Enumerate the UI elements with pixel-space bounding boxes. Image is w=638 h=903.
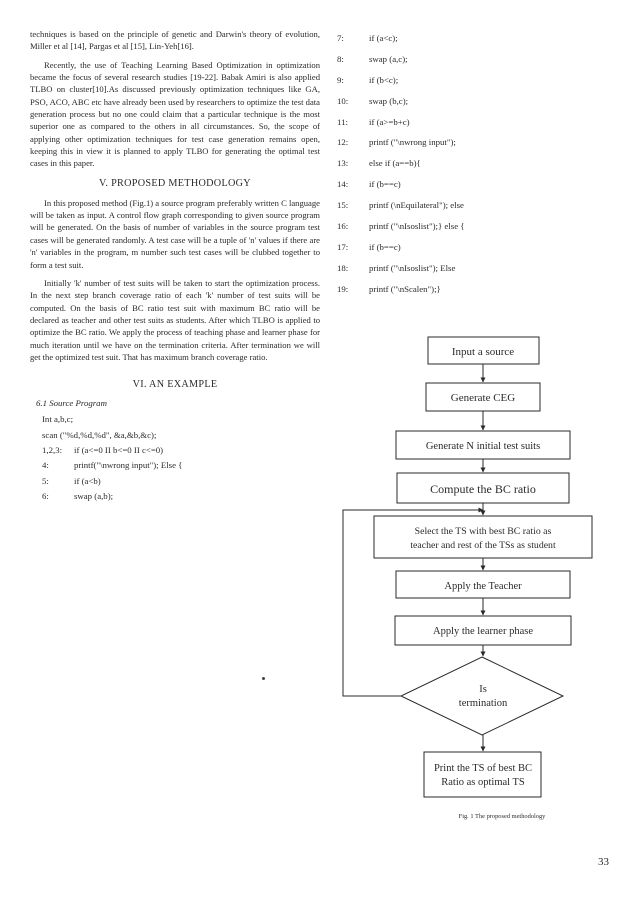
decision-termination [401,657,563,735]
line-text: printf ("\nIsoslist"); Else [369,262,456,273]
line-number: 11: [337,116,348,127]
paragraph-initially: Initially 'k' number of test suits will be taken to start the optimization process. In the next step branch coverage ratio of each 'k' number of test suits will be computed. On the basis of BC ratio test suit with maximum BC ratio will be declared as teacher and other test suits as students. After which TLBO is applied to optimize the BC ratio. We apply the process of teaching phase and learner phase for much iteration until we have on the termination criteria. After termination we will get the optimized test suit. That has maximum branch coverage ratio. [30,277,320,362]
line-number: 9: [337,74,344,85]
line-text: if (a<b) [74,475,101,486]
line-text: printf ("\nScalen");} [369,283,441,294]
code-line [36,458,320,473]
line-text: printf("\nwrong input"); Else { [74,460,183,471]
line-text: swap (b,c); [369,95,409,106]
code-line [337,49,617,70]
code-line: Int a,b,c; [42,414,74,425]
line-text: if (a<c); [369,33,398,43]
flow-label-is: Is [479,684,487,695]
paragraph-intro: techniques is based on the principle of genetic and Darwin's theory of evolution, Miller et al [14], Pargas et al [15], Lin-Yeh[16]. [30,29,320,52]
line-number: 8: [337,53,344,64]
line-text: printf ("\nwrong input"); [369,137,456,148]
code-line [337,279,617,300]
line-text: if (b==c) [369,179,401,190]
line-number: 5: [42,475,49,486]
line-number: 18: [337,262,349,273]
line-text: else if (a==b){ [369,158,421,169]
line-text: if (a>=b+c) [369,116,410,127]
flow-label-ceg: Generate CEG [450,392,516,404]
box-print-ts [424,752,541,797]
code-line [337,153,617,174]
figure-caption: Fig. 1 The proposed methodology [458,813,546,820]
bullet-dot [262,677,265,680]
line-number: 10: [337,95,349,106]
paragraph-proposed-method: In this proposed method (Fig.1) a source program preferably written C language will be taken as input. A control flow graph corresponding to given source program will be generated. On the basis of number of variables in the source program test cases will be generated randomly. A test case will be a tuple of 'n' values if there are 'n' variables in the program, m number such test cases will be clubbed together to form a test suit. [30,197,320,270]
subsection-heading-source-program: 6.1 Source Program [36,398,107,409]
code-line [337,216,617,237]
flow-label-learner: Apply the learner phase [432,626,534,637]
line-number: 7: [337,33,344,43]
methodology-flowchart [337,325,597,810]
line-number: 6: [42,491,49,502]
line-number: 13: [337,158,349,169]
code-line [36,443,320,458]
line-text: if (b<c); [369,74,399,85]
code-line [337,195,617,216]
line-text: swap (a,b); [74,491,114,502]
line-number: 4: [42,460,49,471]
code-line [337,132,617,153]
code-line [337,112,617,133]
code-line [337,237,617,258]
line-text: swap (a,c); [369,53,408,64]
code-line [36,489,320,504]
code-line [337,70,617,91]
line-number: 12: [337,137,349,148]
paragraph-recently: Recently, the use of Teaching Learning Based Optimization in optimization became the focus of several research studies [19-22]. Babak Amiri is also applied TLBO on cluster[10].As discussed previously optimization techniques like GA, PSO, ACO, ABC etc have already been used by researchers to optimize the test data generation process but no one could claim that a particular technique is the most superior one as compared to the others in all circumstances. So, the scope of applying other optimization techniques for test case generation remains open, keeping this in view it is planned to apply TLBO for generating the optimal test cases in this paper. [30,59,320,169]
line-text: printf ("\nIsoslist");} else { [369,221,465,232]
page-number: 33 [598,856,609,868]
flow-label-select-ts-line2: teacher and rest of the TSs as student [410,540,556,551]
flow-label-print-line1: Print the TS of best BC [433,763,533,774]
flow-label-select-ts-line1: Select the TS with best BC ratio as [414,526,552,537]
box-select-ts [374,516,592,558]
line-text: if (b==c) [369,241,401,252]
line-number: 14: [337,179,349,190]
section-heading-example: VI. AN EXAMPLE [132,379,218,391]
flow-label-compute-bc: Compute the BC ratio [430,482,536,496]
code-line [337,91,617,112]
source-code-left [36,412,320,504]
code-line [337,174,617,195]
line-number: 1,2,3: [42,445,63,456]
line-number: 19: [337,283,349,294]
code-line [337,28,617,49]
line-number: 15: [337,200,349,211]
code-line [36,474,320,489]
flow-label-termination: termination [458,698,508,709]
section-heading-methodology: V. PROPOSED METHODOLOGY [99,177,251,189]
left-column [30,28,320,505]
flow-label-input: Input a source [451,346,515,358]
source-code-right [337,28,617,300]
line-number: 16: [337,221,349,232]
line-text: if (a<=0 II b<=0 II c<=0) [74,445,164,456]
code-line [337,258,617,279]
flow-label-print-line2: Ratio as optimal TS [441,777,525,788]
line-text: printf (\nEquilateral"); else [369,200,464,211]
code-line: scan ("%d,%d,%d", &a,&b,&c); [42,429,157,440]
flow-label-generate-n: Generate N initial test suits [425,441,541,452]
loop-back-arrow [343,510,483,696]
flow-label-teacher: Apply the Teacher [444,581,522,592]
line-number: 17: [337,241,349,252]
